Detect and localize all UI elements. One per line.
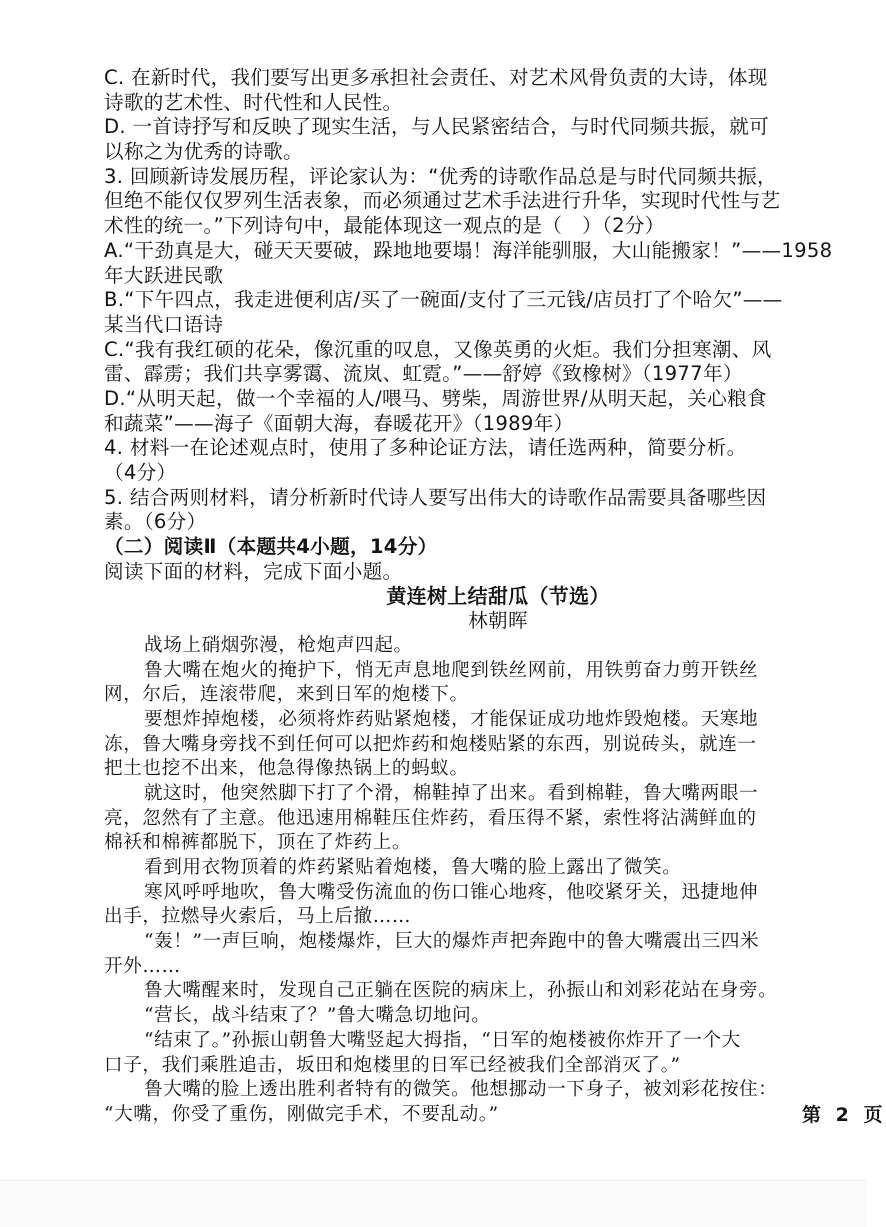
question-3-line: 但绝不能仅仅罗列生活表象，而必须通过艺术手法进行升华，实现时代性与艺 bbox=[104, 189, 781, 213]
story-title: 黄连树上结甜瓜（节选） bbox=[386, 584, 610, 609]
question-4 bbox=[104, 436, 856, 485]
story-line: 就这时，他突然脚下打了个滑，棉鞋掉了出来。看到棉鞋，鲁大嘴两眼一 bbox=[144, 782, 759, 804]
story-line: 寒风呼呼地吹，鲁大嘴受伤流血的伤口锥心地疼，他咬紧牙关，迅捷地伸 bbox=[144, 881, 759, 903]
story-line: “结束了。”孙振山朝鲁大嘴竖起大拇指，“日军的炮楼被你炸开了一个大 bbox=[144, 1029, 741, 1051]
question-3-option-a: A.“干劲真是大，碰天天要破，跺地地要塌！海洋能驯服，大山能搬家！”——1958 bbox=[104, 238, 833, 262]
story-line: “营长，战斗结束了？”鲁大嘴急切地问。 bbox=[144, 1005, 491, 1027]
option-d-line-2: 以称之为优秀的诗歌。 bbox=[104, 140, 303, 164]
story-line: 把土也挖不出来，他急得像热锅上的蚂蚁。 bbox=[104, 758, 469, 780]
option-d-line-1: D. 一首诗抒写和反映了现实生活，与人民紧密结合，与时代同频共振，就可 bbox=[104, 115, 770, 139]
story-line: 网，尔后，连滚带爬，来到日军的炮楼下。 bbox=[104, 684, 469, 706]
story-line: 鲁大嘴醒来时，发现自己正躺在医院的病床上，孙振山和刘彩花站在身旁。 bbox=[144, 980, 778, 1002]
question-4-line: 4. 材料一在论述观点时，使用了多种论证方法，请任选两种，简要分析。 bbox=[104, 436, 747, 460]
option-c-line-2: 诗歌的艺术性、时代性和人民性。 bbox=[104, 90, 403, 114]
story-line: 鲁大嘴的脸上透出胜利者特有的微笑。他想挪动一下身子，被刘彩花按住： bbox=[144, 1079, 778, 1101]
page-number: 第 2 页 bbox=[802, 1104, 886, 1126]
question-3-line: 3. 回顾新诗发展历程，评论家认为：“优秀的诗歌作品总是与时代同频共振， bbox=[104, 164, 777, 188]
story-line: “轰！”一声巨响，炮楼爆炸，巨大的爆炸声把奔跑中的鲁大嘴震出三四米 bbox=[144, 931, 760, 953]
question-3-option-a-cont: 年大跃进民歌 bbox=[104, 263, 224, 287]
story-line: 亮，忽然有了主意。他迅速用棉鞋压住炸药，看压得不紧，索性将沾满鲜血的 bbox=[104, 807, 757, 829]
text-column bbox=[104, 66, 856, 1128]
story-line: 战场上硝烟弥漫，枪炮声四起。 bbox=[144, 634, 413, 656]
story-body bbox=[104, 634, 856, 1128]
story-line: 要想炸掉炮楼，必须将炸药贴紧炮楼，才能保证成功地炸毁炮楼。天寒地 bbox=[144, 708, 759, 730]
story-line: 鲁大嘴在炮火的掩护下，悄无声息地爬到铁丝网前，用铁剪奋力剪开铁丝 bbox=[144, 659, 759, 681]
question-3-option-b-cont: 某当代口语诗 bbox=[104, 312, 224, 336]
section-heading: （二）阅读Ⅱ（本题共4小题，14分） bbox=[104, 535, 438, 559]
question-3 bbox=[104, 165, 856, 437]
question-3-option-b: B.“下午四点，我走进便利店/买了一碗面/支付了三元钱/店员打了个哈欠”—— bbox=[104, 288, 783, 312]
question-5 bbox=[104, 486, 856, 535]
page-bottom-margin bbox=[0, 1180, 867, 1227]
option-c-line-1: C. 在新时代，我们要写出更多承担社会责任、对艺术风骨负责的大诗，体现 bbox=[104, 66, 768, 89]
reading-instruction: 阅读下面的材料，完成下面小题。 bbox=[104, 559, 403, 583]
options-cd-block bbox=[104, 66, 856, 165]
story-line: “大嘴，你受了重伤，刚做完手术，不要乱动。” bbox=[104, 1103, 499, 1125]
question-3-option-d-cont: 和蔬菜”——海子《面朝大海，春暖花开》（1989年） bbox=[104, 411, 574, 435]
story-line: 棉袄和棉裤都脱下，顶在了炸药上。 bbox=[104, 832, 412, 854]
story-line: 开外…… bbox=[104, 955, 181, 977]
question-5-line: 5. 结合两则材料，请分析新时代诗人要写出伟大的诗歌作品需要具备哪些因 bbox=[104, 485, 767, 509]
story-line: 出手，拉燃导火索后，马上后撤…… bbox=[104, 906, 412, 928]
question-5-line: 素。（6分） bbox=[104, 510, 207, 534]
question-3-line: 术性的统一。”下列诗句中，最能体现这一观点的是（ ）（2分） bbox=[104, 214, 665, 238]
story-author: 林朝晖 bbox=[468, 609, 528, 633]
question-3-option-c: C.“我有我红硕的花朵，像沉重的叹息，又像英勇的火炬。我们分担寒潮、风 bbox=[104, 337, 772, 361]
story-line: 看到用衣物顶着的炸药紧贴着炮楼，鲁大嘴的脸上露出了微笑。 bbox=[144, 857, 682, 878]
story-line: 冻，鲁大嘴身旁找不到任何可以把炸药和炮楼贴紧的东西，别说砖头，就连一 bbox=[104, 733, 757, 755]
question-3-option-d: D.“从明天起，做一个幸福的人/喂马、劈柴，周游世界/从明天起，关心粮食 bbox=[104, 386, 767, 410]
question-3-option-c-cont: 雷、霹雳；我们共享雾霭、流岚、虹霓。”——舒婷《致橡树》（1977年） bbox=[104, 362, 743, 386]
story-line: 口子，我们乘胜追击，坂田和炮楼里的日军已经被我们全部消灭了。” bbox=[104, 1054, 681, 1076]
question-4-line: （4分） bbox=[104, 461, 177, 484]
